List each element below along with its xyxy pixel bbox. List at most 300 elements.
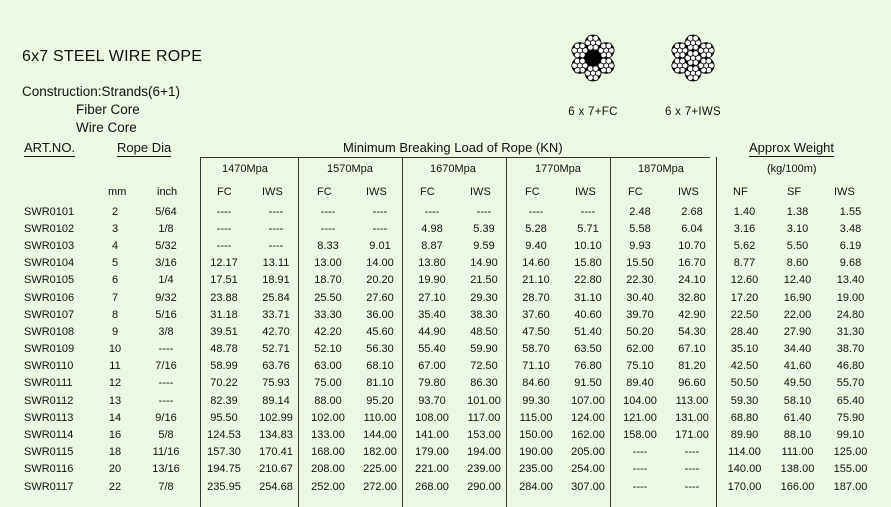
cell-fc-1670: 268.00 <box>415 480 449 493</box>
cell-iws-1770: 254.00 <box>571 463 605 476</box>
cell-weight-sf: 138.00 <box>780 463 815 476</box>
cell-iws-1470: 89.14 <box>262 394 290 407</box>
cell-iws-1470: 134.83 <box>259 429 293 442</box>
cell-iws-1570: 45.60 <box>366 325 394 338</box>
cell-iws-1670: 14.90 <box>470 257 498 270</box>
cell-weight-iws: 3.48 <box>839 222 862 235</box>
cell-iws-1470: 33.71 <box>262 308 290 321</box>
cell-iws-1670: 153.00 <box>467 429 501 442</box>
cell-dia-mm: 10 <box>108 343 122 356</box>
cell-iws-1570: 14.00 <box>366 257 394 270</box>
cell-iws-1770: 205.00 <box>571 446 605 459</box>
cell-weight-iws: 19.00 <box>836 291 865 304</box>
cell-iws-1570: 36.00 <box>366 308 394 321</box>
cell-dia-inch: 5/32 <box>155 239 177 252</box>
cell-iws-1870: 81.20 <box>678 360 706 373</box>
cell-fc-1870: 30.40 <box>626 291 654 304</box>
cell-fc-1770: 9.40 <box>525 239 547 252</box>
table-row <box>24 323 877 340</box>
cell-iws-1470: ---- <box>268 205 284 218</box>
cell-dia-inch: ---- <box>158 343 174 356</box>
grade-1670: 1670Mpa <box>430 163 476 175</box>
wire <box>606 43 612 49</box>
cell-fc-1770: 284.00 <box>519 480 553 493</box>
cell-fc-1470: 58.99 <box>210 360 238 373</box>
wire <box>706 43 712 49</box>
table-row <box>24 255 877 272</box>
table-row <box>24 375 877 392</box>
cell-fc-1570: 168.00 <box>311 446 345 459</box>
col-iws-weight: IWS <box>834 186 855 198</box>
cell-fc-1470: 95.50 <box>210 411 238 424</box>
cell-weight-sf: 49.50 <box>783 377 812 390</box>
col-sf: SF <box>787 186 802 198</box>
cell-art-no: SWR0115 <box>24 446 74 459</box>
cell-iws-1470: ---- <box>268 239 284 252</box>
col-iws-1670: IWS <box>470 186 491 198</box>
cell-fc-1770: 235.00 <box>519 463 553 476</box>
cell-weight-sf: 16.90 <box>783 291 812 304</box>
cell-fc-1870: 62.00 <box>626 343 654 356</box>
cell-iws-1770: 31.10 <box>574 291 602 304</box>
cell-art-no: SWR0114 <box>24 429 74 442</box>
cell-iws-1570: 182.00 <box>363 446 397 459</box>
header-art-no: ART.NO. <box>24 140 76 155</box>
wire <box>580 43 586 49</box>
cell-iws-1570: 95.20 <box>366 394 394 407</box>
cell-iws-1570: ---- <box>372 205 388 218</box>
col-fc-1470: FC <box>217 186 232 198</box>
cell-iws-1770: ---- <box>580 205 596 218</box>
cell-dia-mm: 13 <box>108 394 122 407</box>
cell-iws-1870: ---- <box>684 480 700 493</box>
cell-iws-1870: ---- <box>684 446 700 459</box>
cell-fc-1570: 42.20 <box>314 325 342 338</box>
cell-fc-1470: 194.75 <box>207 463 241 476</box>
wire <box>580 58 586 64</box>
cell-fc-1770: 21.10 <box>522 274 550 287</box>
col-mm: mm <box>108 186 127 198</box>
cell-fc-1870: 50.20 <box>626 325 654 338</box>
cell-fc-1470: ---- <box>216 239 232 252</box>
cell-weight-iws: 75.90 <box>836 411 865 424</box>
cell-fc-1670: 8.87 <box>421 239 443 252</box>
cell-fc-1470: 23.88 <box>210 291 238 304</box>
cell-iws-1670: 86.30 <box>470 377 498 390</box>
construction-wire-core: Wire Core <box>76 120 137 135</box>
cell-iws-1870: 16.70 <box>678 257 706 270</box>
cell-weight-sf: 111.00 <box>781 446 814 459</box>
cell-fc-1870: 39.70 <box>626 308 654 321</box>
cell-art-no: SWR0112 <box>24 394 74 407</box>
diagram-fc <box>560 14 626 118</box>
cell-art-no: SWR0101 <box>24 205 75 218</box>
cell-weight-iws: 13.40 <box>836 274 865 287</box>
wire <box>680 58 686 64</box>
table-row <box>24 478 877 495</box>
cell-fc-1870: 9.93 <box>629 239 651 252</box>
cell-fc-1670: 108.00 <box>415 411 449 424</box>
table-row <box>24 220 877 237</box>
cell-weight-iws: 125.00 <box>833 446 868 459</box>
cell-dia-mm: 14 <box>108 411 122 424</box>
cell-iws-1470: ---- <box>268 222 284 235</box>
cell-weight-nf: 17.20 <box>730 291 759 304</box>
cell-iws-1670: 72.50 <box>470 360 498 373</box>
cell-fc-1770: 190.00 <box>519 446 553 459</box>
cell-iws-1670: 9.59 <box>473 239 495 252</box>
data-table <box>24 203 877 495</box>
cell-iws-1570: 68.10 <box>366 360 394 373</box>
cell-iws-1870: 171.00 <box>675 429 709 442</box>
cell-fc-1570: ---- <box>320 222 336 235</box>
cell-iws-1470: 75.93 <box>262 377 290 390</box>
cell-fc-1570: 63.00 <box>314 360 342 373</box>
diagram-iws-caption: 6 x 7+IWS <box>664 106 722 118</box>
cell-iws-1870: 24.10 <box>678 274 706 287</box>
cell-art-no: SWR0108 <box>24 325 75 338</box>
cell-iws-1570: 9.01 <box>369 239 391 252</box>
cell-fc-1870: 121.00 <box>623 411 657 424</box>
cell-iws-1770: 5.71 <box>577 222 599 235</box>
wire <box>693 66 699 72</box>
cell-weight-iws: 6.19 <box>839 239 862 252</box>
cell-dia-mm: 4 <box>111 239 119 252</box>
cell-weight-sf: 27.90 <box>783 325 812 338</box>
cell-fc-1870: 22.30 <box>626 274 654 287</box>
cell-iws-1570: 272.00 <box>363 480 397 493</box>
cell-fc-1470: 124.53 <box>207 429 241 442</box>
cell-iws-1670: 239.00 <box>467 463 501 476</box>
cell-iws-1770: 76.80 <box>574 360 602 373</box>
cell-iws-1670: 194.00 <box>467 446 501 459</box>
cell-iws-1570: 144.00 <box>363 429 397 442</box>
cell-fc-1570: 18.70 <box>314 274 342 287</box>
cell-iws-1870: 42.90 <box>678 308 706 321</box>
cell-iws-1470: 25.84 <box>262 291 290 304</box>
cell-weight-iws: 1.55 <box>839 205 862 218</box>
cell-fc-1670: ---- <box>424 205 440 218</box>
cell-fc-1670: 44.90 <box>418 325 446 338</box>
cell-dia-inch: 13/16 <box>152 463 180 476</box>
cell-iws-1570: 81.10 <box>366 377 394 390</box>
construction-strands: Construction:Strands(6+1) <box>22 84 180 99</box>
cell-iws-1770: 107.00 <box>571 394 605 407</box>
cell-art-no: SWR0104 <box>24 257 75 270</box>
construction-info <box>22 83 180 137</box>
cell-fc-1770: 37.60 <box>522 308 550 321</box>
cell-fc-1570: 88.00 <box>314 394 342 407</box>
cell-dia-inch: 9/16 <box>155 411 177 424</box>
cell-weight-iws: 24.80 <box>836 308 865 321</box>
cell-dia-mm: 22 <box>108 480 122 493</box>
cell-iws-1670: 38.30 <box>470 308 498 321</box>
cell-iws-1770: 63.50 <box>574 343 602 356</box>
cell-iws-1570: 225.00 <box>363 463 397 476</box>
cell-art-no: SWR0105 <box>24 274 75 287</box>
cell-fc-1770: 115.00 <box>519 411 553 424</box>
cell-weight-iws: 31.30 <box>836 325 865 338</box>
cell-fc-1770: 58.70 <box>522 343 550 356</box>
cell-weight-nf: 3.16 <box>733 222 756 235</box>
cell-dia-inch: 1/4 <box>158 274 174 287</box>
cell-fc-1470: 82.39 <box>210 394 238 407</box>
cell-iws-1770: 15.80 <box>574 257 602 270</box>
cell-weight-iws: 99.10 <box>836 429 865 442</box>
cell-fc-1670: 13.80 <box>418 257 446 270</box>
cell-fc-1770: ---- <box>528 205 544 218</box>
cell-weight-nf: 50.50 <box>730 377 759 390</box>
header-mbl: Minimum Breaking Load of Rope (KN) <box>343 140 563 155</box>
diagram-fc-caption: 6 x 7+FC <box>568 106 618 118</box>
col-iws-1770: IWS <box>575 186 596 198</box>
cell-fc-1870: ---- <box>632 446 648 459</box>
cell-dia-mm: 6 <box>111 274 119 287</box>
cell-weight-nf: 28.40 <box>730 325 759 338</box>
cell-iws-1870: 113.00 <box>675 394 709 407</box>
cell-weight-iws: 55.70 <box>836 377 865 390</box>
table-row <box>24 358 877 375</box>
cell-dia-inch: 5/16 <box>155 308 177 321</box>
page-title: 6x7 STEEL WIRE ROPE <box>22 48 203 65</box>
cell-iws-1470: 52.71 <box>262 343 290 356</box>
cell-fc-1670: 55.40 <box>418 343 446 356</box>
cell-dia-inch: ---- <box>158 394 174 407</box>
cell-fc-1670: 27.10 <box>418 291 446 304</box>
rope-cross-section-iws-icon <box>660 14 726 104</box>
cell-weight-iws: 65.40 <box>836 394 865 407</box>
cell-fc-1570: ---- <box>320 205 336 218</box>
cell-dia-mm: 11 <box>109 360 121 373</box>
construction-fiber-core: Fiber Core <box>76 102 140 117</box>
cell-fc-1470: 39.51 <box>210 325 238 338</box>
cell-iws-1670: ---- <box>476 205 492 218</box>
cell-fc-1870: 75.10 <box>626 360 654 373</box>
col-inch: inch <box>157 186 178 198</box>
cell-fc-1470: 235.95 <box>207 480 241 493</box>
cell-fc-1470: 17.51 <box>210 274 238 287</box>
cell-iws-1470: 170.41 <box>259 446 293 459</box>
cell-iws-1670: 48.50 <box>470 325 498 338</box>
cell-iws-1570: 56.30 <box>366 343 394 356</box>
cell-fc-1770: 28.70 <box>522 291 550 304</box>
cell-fc-1570: 13.00 <box>314 257 342 270</box>
table-row <box>24 306 877 323</box>
cell-iws-1770: 307.00 <box>571 480 605 493</box>
cell-weight-nf: 5.62 <box>733 239 756 252</box>
cell-weight-iws: 38.70 <box>836 343 865 356</box>
cell-fc-1670: 67.00 <box>418 360 446 373</box>
cell-weight-nf: 140.00 <box>727 463 762 476</box>
cell-fc-1870: 158.00 <box>623 429 657 442</box>
cell-fc-1670: 4.98 <box>421 222 443 235</box>
cell-weight-nf: 22.50 <box>730 308 759 321</box>
cell-iws-1670: 117.00 <box>467 411 501 424</box>
table-row <box>24 444 877 461</box>
cell-fc-1570: 133.00 <box>311 429 345 442</box>
table-row <box>24 409 877 426</box>
cell-fc-1870: 2.48 <box>629 205 651 218</box>
cell-weight-sf: 58.10 <box>783 394 812 407</box>
cell-weight-sf: 166.00 <box>780 480 815 493</box>
table-row <box>24 203 877 220</box>
cell-dia-mm: 2 <box>111 205 119 218</box>
cell-fc-1870: 89.40 <box>626 377 654 390</box>
cell-fc-1570: 208.00 <box>311 463 345 476</box>
cell-fc-1570: 52.10 <box>314 343 342 356</box>
table-row <box>24 392 877 409</box>
cell-weight-nf: 12.60 <box>730 274 759 287</box>
cell-iws-1470: 102.99 <box>259 411 293 424</box>
cell-dia-inch: 9/32 <box>155 291 177 304</box>
cell-iws-1670: 290.00 <box>467 480 501 493</box>
cell-weight-sf: 5.50 <box>786 239 809 252</box>
mbl-underline <box>200 157 710 158</box>
cell-art-no: SWR0116 <box>24 463 74 476</box>
cell-iws-1870: 67.10 <box>678 343 706 356</box>
cell-weight-sf: 22.00 <box>783 308 812 321</box>
wire <box>693 51 699 57</box>
cell-fc-1670: 179.00 <box>415 446 449 459</box>
cell-weight-nf: 1.40 <box>733 205 756 218</box>
cell-fc-1670: 141.00 <box>415 429 449 442</box>
cell-art-no: SWR0117 <box>24 480 74 493</box>
cell-fc-1770: 14.60 <box>522 257 550 270</box>
cell-iws-1770: 124.00 <box>571 411 605 424</box>
grade-1870: 1870Mpa <box>638 163 684 175</box>
cell-iws-1870: 96.60 <box>678 377 706 390</box>
table-row <box>24 426 877 443</box>
cell-fc-1570: 25.50 <box>314 291 342 304</box>
cell-fc-1770: 47.50 <box>522 325 550 338</box>
cell-fc-1570: 75.00 <box>314 377 342 390</box>
wire <box>693 35 699 41</box>
cell-iws-1670: 21.50 <box>470 274 498 287</box>
cell-dia-mm: 8 <box>111 308 119 321</box>
cell-iws-1670: 59.90 <box>470 343 498 356</box>
cell-weight-iws: 46.80 <box>836 360 865 373</box>
wire <box>706 58 712 64</box>
cell-weight-sf: 41.60 <box>783 360 812 373</box>
cell-iws-1570: ---- <box>372 222 388 235</box>
col-iws-1470: IWS <box>262 186 283 198</box>
cell-fc-1870: 5.58 <box>629 222 651 235</box>
cell-fc-1870: 104.00 <box>623 394 657 407</box>
cell-iws-1670: 29.30 <box>470 291 498 304</box>
rope-cross-section-fiber-core-icon <box>560 14 626 104</box>
cell-dia-inch: 3/8 <box>158 325 174 338</box>
cell-iws-1670: 5.39 <box>473 222 495 235</box>
cell-weight-sf: 1.38 <box>786 205 809 218</box>
weight-unit: (kg/100m) <box>767 163 817 175</box>
grade-1570: 1570Mpa <box>327 163 373 175</box>
cell-weight-iws: 155.00 <box>833 463 868 476</box>
cell-dia-mm: 7 <box>111 291 119 304</box>
cell-art-no: SWR0110 <box>24 360 74 373</box>
cell-iws-1570: 27.60 <box>366 291 394 304</box>
cell-iws-1670: 101.00 <box>467 394 501 407</box>
cell-fc-1470: 70.22 <box>210 377 238 390</box>
wire <box>606 58 612 64</box>
cell-iws-1570: 20.20 <box>366 274 394 287</box>
cell-iws-1470: 63.76 <box>262 360 290 373</box>
cell-dia-mm: 3 <box>111 222 119 235</box>
col-nf: NF <box>733 186 748 198</box>
cell-iws-1470: 254.68 <box>259 480 293 493</box>
cell-fc-1770: 71.10 <box>522 360 550 373</box>
cell-weight-nf: 114.00 <box>728 446 761 459</box>
cell-fc-1470: 12.17 <box>210 257 238 270</box>
cell-dia-mm: 9 <box>111 325 119 338</box>
col-iws-1870: IWS <box>678 186 699 198</box>
grade-1470: 1470Mpa <box>222 163 268 175</box>
diagram-iws <box>660 14 726 118</box>
cell-dia-inch: 7/16 <box>155 360 177 373</box>
cell-fc-1670: 79.80 <box>418 377 446 390</box>
wire <box>680 43 686 49</box>
cell-iws-1770: 91.50 <box>574 377 602 390</box>
cell-weight-nf: 35.10 <box>730 343 759 356</box>
cell-dia-mm: 16 <box>108 429 122 442</box>
grade-1770: 1770Mpa <box>535 163 581 175</box>
cell-iws-1870: 10.70 <box>678 239 706 252</box>
table-row <box>24 237 877 254</box>
cell-weight-sf: 12.40 <box>783 274 812 287</box>
cell-weight-nf: 170.00 <box>727 480 762 493</box>
cell-iws-1870: 131.00 <box>675 411 709 424</box>
cell-weight-nf: 89.90 <box>730 429 759 442</box>
cell-weight-sf: 3.10 <box>786 222 809 235</box>
cell-fc-1570: 8.33 <box>317 239 339 252</box>
cell-weight-nf: 8.77 <box>733 257 756 270</box>
cell-iws-1770: 162.00 <box>571 429 605 442</box>
cell-iws-1870: 2.68 <box>681 205 703 218</box>
cell-fc-1770: 84.60 <box>522 377 550 390</box>
col-fc-1770: FC <box>525 186 540 198</box>
cell-fc-1570: 102.00 <box>311 411 345 424</box>
cell-art-no: SWR0109 <box>24 343 75 356</box>
table-row <box>24 289 877 306</box>
wire <box>593 35 599 41</box>
cell-dia-inch: 5/64 <box>155 205 177 218</box>
cell-iws-1470: 210.67 <box>259 463 293 476</box>
cell-fc-1470: 48.78 <box>210 343 238 356</box>
cell-fc-1570: 33.30 <box>314 308 342 321</box>
cell-fc-1670: 19.90 <box>418 274 446 287</box>
cell-weight-iws: 187.00 <box>833 480 868 493</box>
col-fc-1570: FC <box>317 186 332 198</box>
col-fc-1870: FC <box>628 186 643 198</box>
cell-weight-sf: 61.40 <box>783 411 812 424</box>
cell-iws-1770: 40.60 <box>574 308 602 321</box>
cell-dia-mm: 20 <box>108 463 122 476</box>
col-iws-1570: IWS <box>366 186 387 198</box>
cell-art-no: SWR0111 <box>24 377 73 390</box>
cell-fc-1770: 99.30 <box>522 394 550 407</box>
cell-iws-1470: 13.11 <box>262 257 290 270</box>
cell-weight-sf: 34.40 <box>783 343 812 356</box>
header-rope-dia: Rope Dia <box>117 140 172 155</box>
cell-dia-inch: 11/16 <box>152 446 180 459</box>
cell-fc-1470: 157.30 <box>207 446 241 459</box>
cell-iws-1870: 32.80 <box>678 291 706 304</box>
cell-fc-1470: 31.18 <box>210 308 238 321</box>
cell-art-no: SWR0102 <box>24 222 75 235</box>
col-fc-1670: FC <box>420 186 435 198</box>
cell-iws-1870: 6.04 <box>681 222 703 235</box>
cell-dia-mm: 5 <box>111 257 119 270</box>
cell-iws-1770: 10.10 <box>574 239 602 252</box>
